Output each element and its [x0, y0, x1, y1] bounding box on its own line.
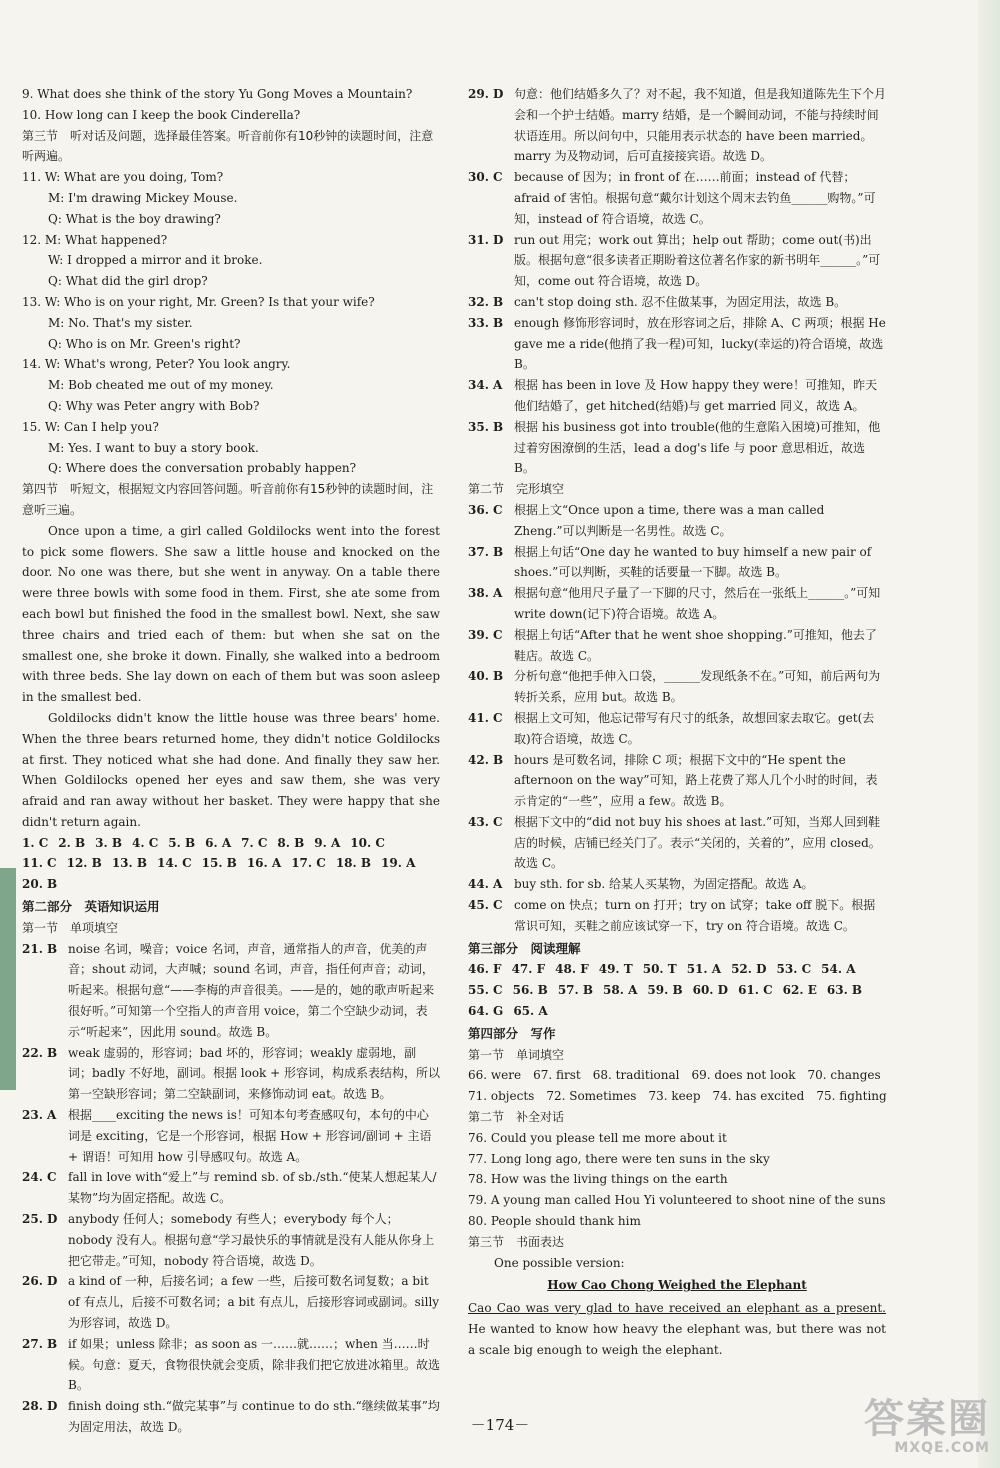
answer: 59. B — [647, 983, 683, 998]
answer: 19. A — [381, 856, 416, 871]
page-edge-shadow — [978, 0, 1000, 1468]
dialog-line: Q: Who is on Mr. Green's right? — [48, 336, 241, 351]
answers-row-3 — [22, 874, 440, 895]
answer: 64. G — [468, 1004, 504, 1019]
answer-item — [468, 708, 886, 750]
answer: 55. C — [468, 983, 503, 998]
answer: 60. D — [692, 983, 729, 998]
word-answer: 72. Sometimes — [546, 1089, 637, 1104]
part3-header: 第三部分 阅读理解 — [468, 940, 581, 956]
item-explanation: a kind of 一种，后接名词；a few 一些，后接可数名词复数；a bit of 有点儿，后接不可数名词；a bit 有点儿，后接形容词或副词。silly 为形容词，故选 D。 — [68, 1274, 440, 1331]
item-number: 34. A — [468, 378, 503, 393]
dialog-line: W: I dropped a mirror and it broke. — [48, 253, 263, 268]
dialog-line: 11. W: What are you doing, Tom? — [22, 170, 224, 185]
reading-answers-row-1 — [468, 959, 886, 980]
item-explanation: 根据 has been in love 及 How happy they were！可推知，昨天他们结婚了，get hitched(结婚)与 get married 同义，故选 A。 — [514, 378, 878, 413]
site-watermark — [820, 1398, 990, 1460]
item-explanation: finish doing sth.“做完某事”与 continue to do sth.“继续做某事”均为固定用法，故选 D。 — [68, 1399, 440, 1434]
dialog-answer: 78. How was the living things on the earth — [468, 1172, 728, 1187]
part2-section1-header: 第一节 单项填空 — [22, 920, 119, 935]
answer: 56. B — [512, 983, 548, 998]
answer: 11. C — [22, 856, 57, 871]
essay-body — [468, 1298, 886, 1360]
item-explanation: if 如果；unless 除非；as soon as 一……就……；when 当……时候。句意：夏天，食物很快就会变质，除非我们把它放进冰箱里。故选 B。 — [68, 1336, 441, 1393]
part2-section2-header: 第二节 完形填空 — [468, 482, 565, 497]
answer-item — [468, 84, 886, 167]
answer: 46. F — [468, 962, 502, 977]
essay-title: How Cao Chong Weighed the Elephant — [547, 1278, 807, 1293]
answer: 6. A — [205, 835, 232, 850]
word-answers-row-2 — [468, 1086, 886, 1107]
left-column — [22, 84, 440, 1438]
possible-version-label: One possible version: — [494, 1255, 625, 1270]
section3-header: 第三节 听对话及问题，选择最佳答案。听音前你有10秒钟的读题时间，注意听两遍。 — [22, 128, 434, 164]
item-number: 44. A — [468, 877, 503, 892]
answer: 16. A — [246, 856, 282, 871]
side-color-band — [0, 868, 16, 1090]
answer: 51. A — [686, 962, 722, 977]
item-number: 29. D — [468, 87, 504, 101]
answer: 58. A — [603, 983, 638, 998]
item-number: 25. D — [22, 1212, 58, 1227]
dialog-line: Q: What is the boy drawing? — [48, 211, 221, 226]
answer-item — [22, 939, 440, 1043]
dialog-line: Q: Where does the conversation probably happen? — [48, 461, 357, 476]
answer-item — [22, 1209, 440, 1271]
item-number: 39. C — [468, 627, 503, 642]
item-explanation: 根据上文“Once upon a time, there was a man called Zheng.”可以判断是一名男性。故选 C。 — [514, 502, 825, 538]
item-number: 27. B — [22, 1336, 58, 1351]
essay-rest: He wanted to know how heavy the elephant was, but there was not a scale big enough to weigh the elephant. — [468, 1322, 886, 1357]
answer-item — [468, 812, 886, 874]
word-answers-row-1 — [468, 1065, 886, 1086]
item-explanation: can't stop doing sth. 忍不住做某事，为固定用法，故选 B。 — [514, 294, 847, 309]
item-explanation: hours 是可数名词，排除 C 项；根据下文中的“He spent the afternoon on the way”可知，路上花费了郑人几个小时的时间，表示肯定的“一些”，应用 a few。故选 B。 — [514, 752, 878, 809]
answer: 49. T — [598, 962, 633, 977]
word-answer: 69. does not look — [691, 1068, 796, 1083]
item-number: 45. C — [468, 898, 503, 913]
answer: 2. B — [58, 835, 86, 850]
item-number: 42. B — [468, 752, 504, 767]
word-answer: 74. has excited — [712, 1089, 805, 1104]
answer-item — [22, 1271, 440, 1333]
answer: 4. C — [131, 835, 159, 850]
answer-item — [468, 375, 886, 417]
answer-item — [22, 1043, 440, 1105]
answer-item — [468, 230, 886, 292]
item-explanation: 根据上文可知，他忘记带写有尺寸的纸条，故想回家去取它。get(去取)符合语境，故选 C。 — [514, 710, 875, 746]
word-answer: 67. first — [533, 1068, 581, 1083]
dialog-line: 15. W: Can I help you? — [22, 419, 159, 434]
answer: 63. B — [826, 983, 863, 998]
item-explanation: 根据上句话“After that he went shoe shopping.”可推知，他去了鞋店。故选 C。 — [514, 627, 877, 663]
answer: 57. B — [557, 983, 594, 998]
item-explanation: buy sth. for sb. 给某人买某物，为固定搭配。故选 A。 — [514, 877, 814, 892]
answer: 10. C — [350, 835, 385, 850]
answer: 47. F — [511, 962, 546, 977]
answer-item — [22, 1167, 440, 1209]
item-number: 26. D — [22, 1274, 58, 1289]
item-explanation: 根据____exciting the news is！可知本句考查感叹句，本句的中心词是 exciting，它是一个形容词，根据 How + 形容词/副词 + 主语 + 谓语！可知用 how 引导感叹句。故选 A。 — [68, 1108, 432, 1164]
item-explanation: run out 用完；work out 算出；help out 帮助；come out(书)出版。根据句意“很多读者正期盼着这位著名作家的新书明年______。”可知，come out 符合语境，故选 D。 — [514, 232, 881, 289]
item-number: 36. C — [468, 502, 503, 517]
item-explanation: 根据上句话“One day he wanted to buy himself a new pair of shoes.”可以判断，买鞋的话要量一下脚。故选 B。 — [514, 544, 872, 580]
item-number: 43. C — [468, 814, 503, 829]
item-explanation: come on 快点；turn on 打开；try on 试穿；take off 脱下。根据常识可知，买鞋之前应该试穿一下，try on 符合语境。故选 C。 — [514, 898, 876, 933]
part4-header: 第四部分 写作 — [468, 1025, 556, 1041]
answer: 14. C — [157, 856, 192, 871]
answer: 5. B — [168, 835, 196, 850]
word-answer: 68. traditional — [592, 1068, 680, 1083]
reading-answers-row-3 — [468, 1001, 886, 1022]
answers-row-2 — [22, 853, 440, 874]
item-explanation: 分析句意“他把手伸入口袋，______发现纸条不在。”可知，前后两句为转折关系，应用 but。故选 B。 — [514, 669, 881, 705]
item-number: 32. B — [468, 294, 504, 309]
answer: 52. D — [731, 962, 767, 977]
answer-item — [468, 583, 886, 625]
word-answer: 75. fighting — [816, 1089, 887, 1104]
answer-item — [468, 500, 886, 542]
answer-item — [468, 542, 886, 584]
listening-q9: 9. What does she think of the story Yu Gong Moves a Mountain? — [22, 87, 413, 101]
dialog-answer: 79. A young man called Hou Yi volunteered to shoot nine of the suns — [468, 1193, 886, 1208]
answer: 15. B — [201, 856, 237, 871]
item-number: 21. B — [22, 941, 58, 956]
item-number: 31. D — [468, 232, 504, 247]
answer: 7. C — [241, 835, 268, 850]
dialog-line: M: Bob cheated me out of my money. — [48, 378, 274, 393]
item-number: 30. C — [468, 170, 503, 185]
answer: 13. B — [111, 856, 148, 871]
answer: 18. B — [335, 856, 372, 871]
answer: 20. B — [22, 877, 58, 892]
item-number: 23. A — [22, 1108, 57, 1123]
answer: 50. T — [642, 962, 677, 977]
word-answer: 66. were — [468, 1068, 522, 1083]
word-answer: 70. changes — [807, 1068, 881, 1083]
item-explanation: 根据 his business got into trouble(他的生意陷入困境)可推知，他过着穷困潦倒的生活，lead a dog's life 与 poor 意思相近，故选 B。 — [514, 419, 881, 476]
passage-paragraph-1: Once upon a time, a girl called Goldilocks went into the forest to pick some flowers. She saw a little house and knocked on the door. No one was there, but she went in anyway. On a table there were three bowls with some food in them. First, she ate some from each bowl but finished the food in the smallest bowl. Next, she saw three chairs and tried each of them: but when she sat on the smallest one, she broke it down. Finally, she walked into a bedroom with three beds. She lay down on each of them but was soon asleep in the smallest bed. — [22, 523, 440, 705]
part4-section3-header: 第三节 书面表达 — [468, 1234, 565, 1249]
answers-row-1 — [22, 833, 440, 854]
item-number: 35. B — [468, 419, 504, 434]
answer: 8. B — [277, 835, 305, 850]
answer-item — [468, 292, 886, 313]
listening-q10: 10. How long can I keep the book Cinderella? — [22, 107, 301, 122]
answer-item — [468, 666, 886, 708]
essay-underlined-sentence: Cao Cao was very glad to have received an elephant as a present. — [468, 1301, 886, 1316]
page-number: －174－ — [470, 1416, 530, 1434]
dialog-line: M: Yes. I want to buy a story book. — [48, 440, 259, 455]
reading-answers-row-2 — [468, 980, 886, 1001]
item-explanation: anybody 任何人；somebody 有些人；everybody 每个人；nobody 没有人。根据句意“学习最快乐的事情就是没有人能从你身上把它带走。”可知，nobody 符合语境，故选 D。 — [68, 1212, 435, 1268]
item-number: 38. A — [468, 586, 503, 601]
answer: 17. C — [291, 856, 326, 871]
watermark-line-2: MXQE.COM — [894, 1440, 990, 1456]
answer: 62. E — [782, 983, 817, 998]
part4-section1-header: 第一节 单词填空 — [468, 1047, 565, 1062]
answer-item — [22, 1105, 440, 1167]
item-explanation: noise 名词，噪音；voice 名词，声音，通常指人的声音，优美的声音；shout 动词，大声喊；sound 名词，声音，指任何声音；动词，听起来。根据句意“——李梅的声音很美。——是的，她的歌声听起来很好听。”可知第一个空指人的声音用 voice，第二个空缺少动词，表示“听起来”，因此用 sound。故选 B。 — [68, 941, 435, 1039]
dialog-line: 13. W: Who is on your right, Mr. Green? Is that your wife? — [22, 294, 375, 309]
dialog-line: M: I'm drawing Mickey Mouse. — [48, 190, 238, 205]
dialog-line: 14. W: What's wrong, Peter? You look angry. — [22, 357, 291, 372]
dialog-line: Q: What did the girl drop? — [48, 274, 208, 289]
answer: 61. C — [738, 983, 773, 998]
item-explanation: because of 因为；in front of 在……前面；instead of 代替；afraid of 害怕。根据句意“戴尔计划这个周末去钓鱼______购物。”可知，instead of 符合语境，故选 C。 — [514, 170, 876, 226]
answer: 9. A — [314, 835, 341, 850]
word-answer: 71. objects — [468, 1089, 535, 1104]
item-explanation: weak 虚弱的，形容词；bad 坏的，形容词；weakly 虚弱地，副词；badly 不好地，副词。根据 look + 形容词，构成系表结构，所以第一空缺形容词；第二空缺副词，来修饰动词 eat。故选 B。 — [68, 1045, 441, 1102]
dialog-line: Q: Why was Peter angry with Bob? — [48, 398, 260, 413]
item-explanation: 根据句意“他用尺子量了一下脚的尺寸，然后在一张纸上______。”可知 write down(记下)符合语境。故选 A。 — [514, 586, 881, 621]
item-number: 24. C — [22, 1170, 57, 1185]
answer-item — [468, 625, 886, 667]
item-explanation: 根据下文中的“did not buy his shoes at last.”可知，当郑人回到鞋店的时候，店铺已经关门了。表示“关闭的，关着的”，应用 closed。故选 C。 — [514, 814, 881, 871]
answer-item — [468, 417, 886, 479]
answer-item — [468, 167, 886, 229]
item-explanation: enough 修饰形容词时，放在形容词之后，排除 A、C 两项；根据 He gave me a ride(他捎了我一程)可知，lucky(幸运的)符合语境，故选 B。 — [514, 315, 886, 372]
answer: 65. A — [513, 1004, 548, 1019]
item-number: 40. B — [468, 669, 504, 684]
item-explanation: 句意：他们结婚多久了？对不起，我不知道，但是我知道陈先生下个月会和一个护士结婚。marry 结婚，是一个瞬间动词，不能与持续时间状语连用。所以问句中，只能用表示状态的 have been married。marry 为及物动词，后可直接接宾语。故选 D。 — [514, 87, 887, 164]
item-explanation: fall in love with“爱上”与 remind sb. of sb./sth.“使某人想起某人/某物”均为固定搭配。故选 C。 — [68, 1170, 437, 1206]
passage-paragraph-2: Goldilocks didn't know the little house was three bears' home. When the three bears returned home, they didn't notice Goldilocks at first. They noticed what she had done. And finally they saw her. When Goldilocks opened her eyes and saw them, she was very afraid and ran away without her basket. They were happy that she didn't return again. — [22, 710, 440, 829]
answer: 12. B — [66, 856, 102, 871]
dialog-line: 12. M: What happened? — [22, 232, 168, 247]
answer-item — [468, 895, 886, 937]
item-number: 41. C — [468, 710, 503, 725]
answer: 54. A — [821, 962, 856, 977]
answer-item — [468, 313, 886, 375]
item-number: 22. B — [22, 1045, 58, 1060]
answer: 48. F — [555, 962, 589, 977]
answer: 53. C — [776, 962, 812, 977]
answer-item — [468, 750, 886, 812]
answer: 1. C — [22, 835, 49, 850]
dialog-answer: 76. Could you please tell me more about it — [468, 1130, 727, 1145]
watermark-line-1: 答案圈 — [864, 1396, 990, 1442]
answer: 3. B — [95, 835, 122, 850]
item-number: 28. D — [22, 1399, 58, 1414]
part4-section2-header: 第二节 补全对话 — [468, 1110, 565, 1125]
word-answer: 73. keep — [648, 1089, 701, 1104]
right-column — [468, 84, 886, 1361]
section4-header: 第四节 听短文，根据短文内容回答问题。听音前你有15秒钟的读题时间，注意听三遍。 — [22, 482, 434, 517]
answer-item — [22, 1334, 440, 1396]
item-number: 33. B — [468, 315, 504, 330]
item-number: 37. B — [468, 544, 504, 559]
part2-header: 第二部分 英语知识运用 — [22, 899, 160, 915]
dialog-answer: 80. People should thank him — [468, 1214, 641, 1229]
dialog-answer: 77. Long long ago, there were ten suns in the sky — [468, 1151, 770, 1166]
answer-item — [468, 874, 886, 895]
dialog-line: M: No. That's my sister. — [48, 315, 193, 330]
